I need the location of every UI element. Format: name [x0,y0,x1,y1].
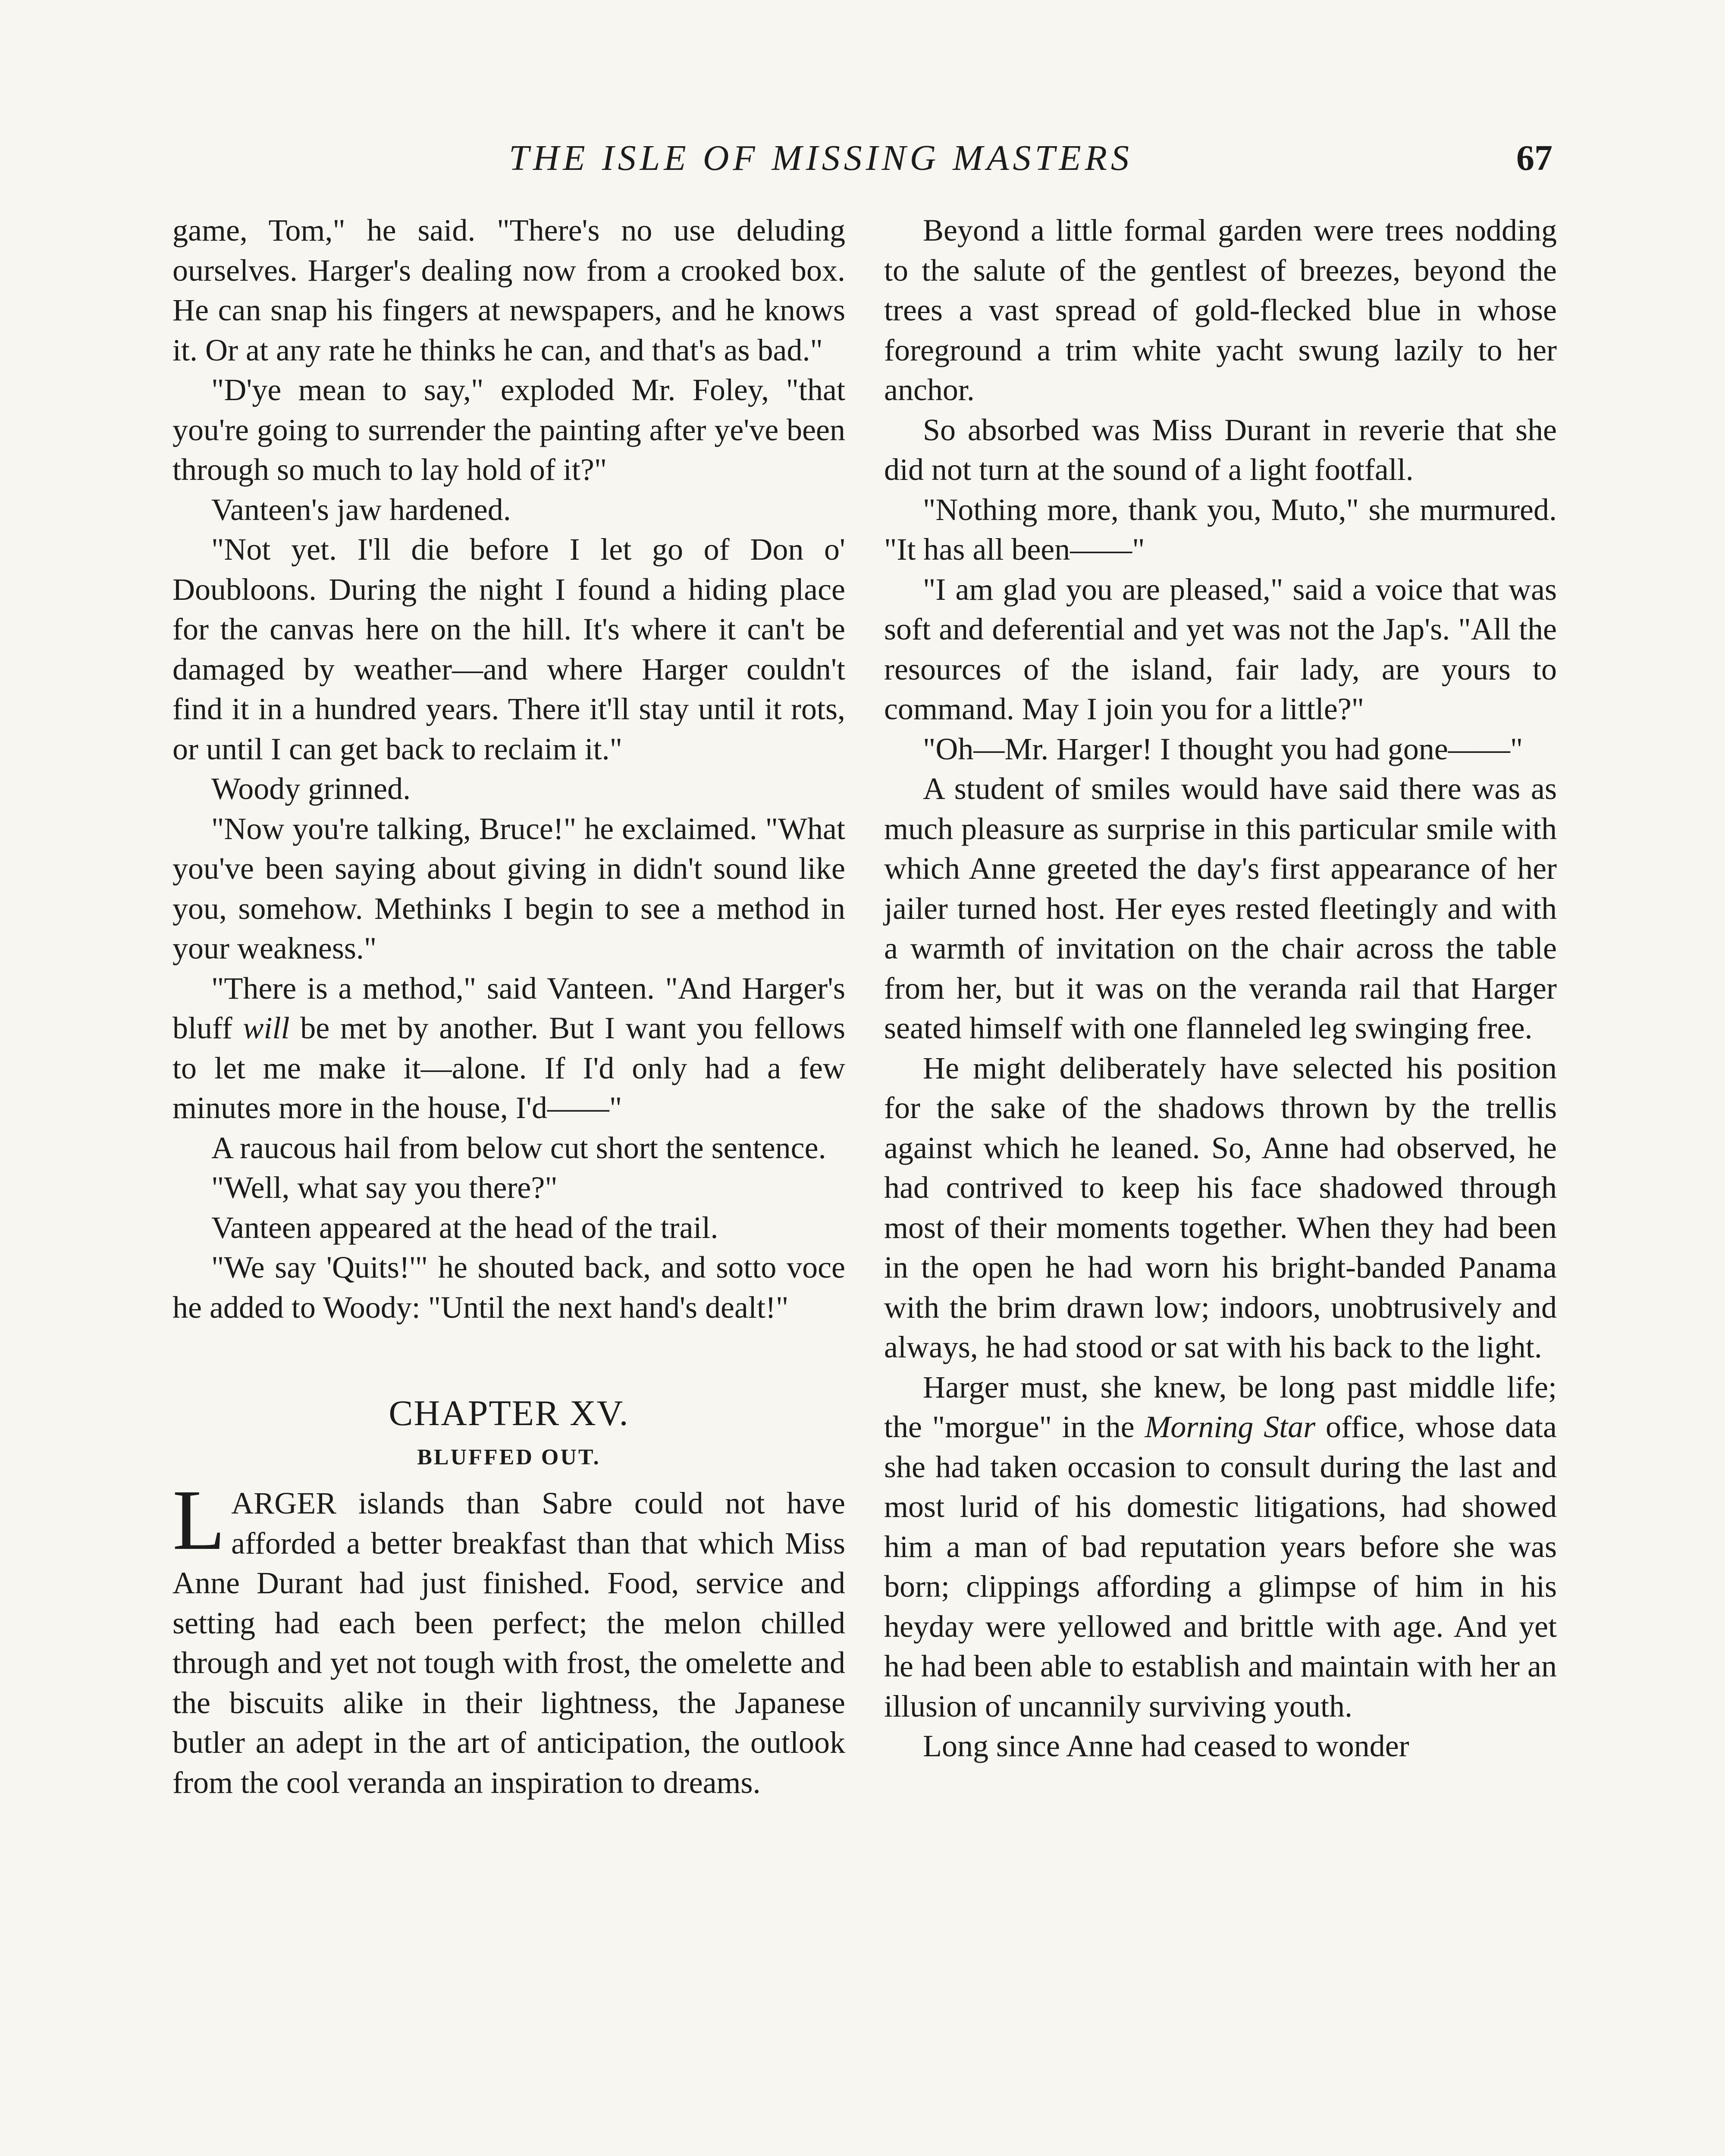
paragraph [172,968,845,1128]
paragraph: A raucous hail from below cut short the sentence. [211,1130,826,1165]
running-title: THE ISLE OF MISSING MASTERS [509,138,1133,178]
drop-cap: L [172,1473,226,1568]
paragraph: "I am glad you are pleased," said a voice that was soft and deferential and yet was not the Jap's. "All the resources of the island, fair lady, are yours to command. May I join you for a little?" [884,572,1557,726]
chapter-subtitle: BLUFFED OUT. [417,1445,601,1470]
text-run: "There is a method," said Vanteen. "And Harger's bluff [172,971,845,1045]
text-run: ARGER islands than Sabre could not have afforded a better breakfast than that which Miss Anne Durant had just finished. Food, service and setting had each been perfect; the melon chilled through and yet not tough with frost, the omelette and the biscuits alike in their lightness, the Japanese butler an adept in the art of anticipation, the outlook from the cool veranda an inspiration to dreams. [172,1486,845,1800]
text-run: be met by another. But I want you fellows to let me make it—alone. If I'd only had a few minutes more in the house, I'd——" [172,1011,846,1125]
paragraph: game, Tom," he said. "There's no use deluding ourselves. Harger's dealing now from a crooked box. He can snap his fingers at newspapers, and he knows it. Or at any rate he thinks he can, and that's as bad." [172,213,845,367]
paragraph: "Well, what say you there?" [211,1170,558,1205]
paragraph: Woody grinned. [211,771,411,806]
chapter-title: CHAPTER XV. [389,1393,629,1433]
text-run: office, whose data she had taken occasion to consult during the last and most lurid of his domestic litigations, had showed him a man of bad reputation years before she was born; clippings affording a glimpse of him in his heyday were yellowed and brittle with age. And yet he had been able to establish and maintain with her an illusion of uncannily surviving youth. [884,1410,1557,1724]
paragraph: So absorbed was Miss Durant in reverie that she did not turn at the sound of a light footfall. [884,412,1557,487]
italic-text: will [243,1011,290,1045]
right-column [884,210,1557,1766]
paragraph: Vanteen's jaw hardened. [211,492,511,527]
paragraph: "Not yet. I'll die before I let go of Don o' Doubloons. During the night I found a hiding place for the canvas here on the hill. It's where it can't be damaged by weather—and where Harger couldn't find it in a hundred years. There it'll stay until it rots, or until I can get back to reclaim it." [172,532,845,766]
paragraph: Long since Anne had ceased to wonder [923,1729,1409,1763]
page-number: 67 [1516,138,1552,178]
paragraph: "Oh—Mr. Harger! I thought you had gone——" [923,731,1523,766]
paragraph: "D'ye mean to say," exploded Mr. Foley, "that you're going to surrender the painting after ye've been through so much to lay hold of it?" [172,373,845,487]
text-run: Harger must, she knew, be long past middle life; the "morgue" in the [884,1369,1557,1444]
italic-text: Morning Star [1145,1410,1316,1444]
paragraph: "Now you're talking, Bruce!" he exclaimed. "What you've been saying about giving in didn't sound like you, somehow. Methinks I begin to see a method in your weakness." [172,811,845,965]
paragraph: Vanteen appeared at the head of the trail. [211,1210,718,1245]
paragraph: "Nothing more, thank you, Muto," she murmured. "It has all been——" [884,492,1557,567]
paragraph: Beyond a little formal garden were trees nodding to the salute of the gentlest of breezes, beyond the trees a vast spread of gold-flecked blue in whose foreground a trim white yacht swung lazily to her anchor. [884,213,1557,407]
chapter-opening-paragraph [172,1473,845,1802]
paragraph [884,1367,1557,1727]
paragraph: A student of smiles would have said there was as much pleasure as surprise in this particular smile with which Anne greeted the day's first appearance of her jailer turned host. Her eyes rested fleetingly and with a warmth of invitation on the chair across the table from her, but it was on the veranda rail that Harger seated himself with one flanneled leg swinging free. [884,771,1557,1045]
paragraph: "We say 'Quits!'" he shouted back, and sotto voce he added to Woody: "Until the next hand's dealt!" [172,1250,845,1325]
paragraph: He might deliberately have selected his position for the sake of the shadows thrown by the trellis against which he leaned. So, Anne had observed, he had contrived to keep his face shadowed through most of their moments together. When they had been in the open he had worn his bright-banded Panama with the brim drawn low; indoors, unobtrusively and always, he had stood or sat with his back to the light. [884,1050,1557,1364]
left-column [172,210,845,1802]
